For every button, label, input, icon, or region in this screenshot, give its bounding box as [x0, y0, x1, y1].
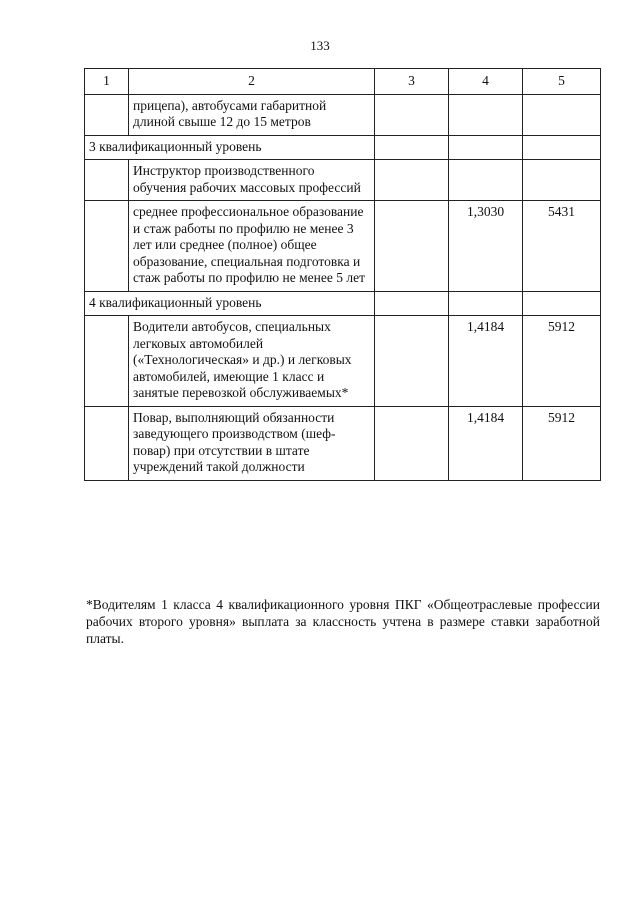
column-header: 3 — [375, 69, 449, 95]
table-cell — [85, 316, 129, 407]
position-description: прицепа), автобусами габаритной длиной свыше 12 до 15 метров — [129, 94, 375, 135]
salary-cell — [523, 160, 601, 201]
table-cell — [449, 291, 523, 316]
qualification-level-row — [85, 135, 601, 160]
qualification-level-label: 3 квалификационный уровень — [85, 135, 375, 160]
salary-cell: 5912 — [523, 406, 601, 480]
column-header: 5 — [523, 69, 601, 95]
table-cell — [375, 135, 449, 160]
table-cell — [449, 135, 523, 160]
coefficient-cell: 1,4184 — [449, 406, 523, 480]
table-cell — [85, 94, 129, 135]
table-cell — [375, 291, 449, 316]
table-row — [85, 160, 601, 201]
coefficient-cell — [449, 94, 523, 135]
table-row — [85, 316, 601, 407]
table-cell — [375, 201, 449, 292]
table-cell — [375, 406, 449, 480]
salary-cell: 5912 — [523, 316, 601, 407]
position-description: Инструктор производственного обучения рабочих массовых профессий — [129, 160, 375, 201]
column-header: 1 — [85, 69, 129, 95]
position-description: Водители автобусов, специальных легковых автомобилей («Технологическая» и др.) и легковых автомобилей, имеющие 1 класс и занятые перевозкой обслуживаемых* — [129, 316, 375, 407]
column-header: 4 — [449, 69, 523, 95]
table-cell — [375, 316, 449, 407]
table-cell — [523, 291, 601, 316]
position-description: Повар, выполняющий обязанности заведующего производством (шеф-повар) при отсутствии в штате учреждений такой должности — [129, 406, 375, 480]
salary-table — [84, 68, 601, 481]
table-cell — [375, 94, 449, 135]
table-cell — [523, 135, 601, 160]
footnote: *Водителям 1 класса 4 квалификационного уровня ПКГ «Общеотраслевые профессии рабочих второго уровня» выплата за классность учтена в размере ставки заработной платы. — [86, 597, 600, 646]
table-cell — [85, 406, 129, 480]
qualification-level-row — [85, 291, 601, 316]
salary-cell — [523, 94, 601, 135]
coefficient-cell — [449, 160, 523, 201]
table-header-row — [85, 69, 601, 95]
table-cell — [85, 160, 129, 201]
page-number: 133 — [310, 38, 330, 53]
table-cell — [375, 160, 449, 201]
column-header: 2 — [129, 69, 375, 95]
coefficient-cell: 1,3030 — [449, 201, 523, 292]
position-description: среднее профессиональное образование и стаж работы по профилю не менее 3 лет или среднее (полное) общее образование, специальная подготовка и стаж работы по профилю не менее 5 лет — [129, 201, 375, 292]
table-row — [85, 94, 601, 135]
coefficient-cell: 1,4184 — [449, 316, 523, 407]
table-row — [85, 201, 601, 292]
table-cell — [85, 201, 129, 292]
table-row — [85, 406, 601, 480]
salary-cell: 5431 — [523, 201, 601, 292]
qualification-level-label: 4 квалификационный уровень — [85, 291, 375, 316]
